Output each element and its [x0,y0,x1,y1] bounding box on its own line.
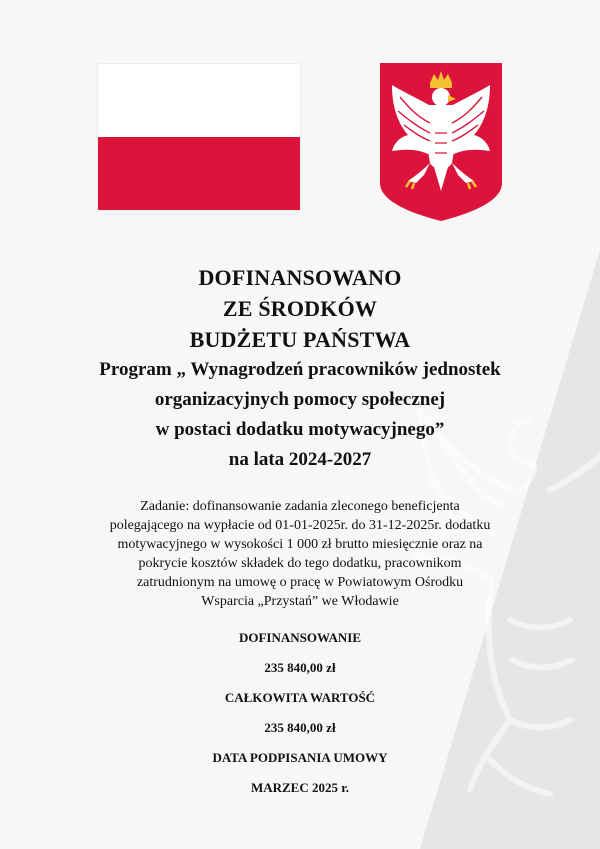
program-line: w postaci dodatku motywacyjnego” [155,419,445,440]
polish-flag-icon [98,64,300,210]
program-line: na lata 2024-2027 [228,449,372,470]
task-line: pokrycie kosztów składek do tego dodatku, pracownikom [138,556,462,571]
task-line: zatrudnionym na umowę o pracę w Powiatowym Ośrodku [136,575,464,590]
task-line: polegającego na wypłacie od 01-01-2025r. do 31-12-2025r. dodatku [109,518,491,533]
program-line: Program „ Wynagrodzeń pracowników jednostek [99,359,501,380]
program-line: organizacyjnych pomocy społecznej [154,389,446,410]
task-line: Wsparcia „Przystań” we Włodawie [201,594,399,609]
funding-value: 235 840,00 zł [264,660,336,675]
task-description [60,497,540,611]
task-line: Zadanie: dofinansowanie zadania zleconego beneficjenta [140,499,460,514]
title-line: DOFINANSOWANO [198,265,402,290]
signing-date-label: DATA PODPISANIA UMOWY [212,750,388,765]
funding-label: DOFINANSOWANIE [238,630,362,645]
flag-red-stripe [98,137,300,210]
polish-white-eagle-emblem-icon [380,63,502,221]
title-line: ZE ŚRODKÓW [222,296,378,321]
title-block [0,262,600,475]
flag-white-stripe [98,64,300,137]
task-line: motywacyjnego w wysokości 1 000 zł brutto miesięcznie oraz na [117,537,483,552]
funding-facts [0,628,600,808]
title-line: BUDŻETU PAŃSTWA [189,327,411,352]
total-value: 235 840,00 zł [264,720,336,735]
signing-date-value: MARZEC 2025 r. [250,780,350,795]
total-value-label: CAŁKOWITA WARTOŚĆ [224,690,376,705]
